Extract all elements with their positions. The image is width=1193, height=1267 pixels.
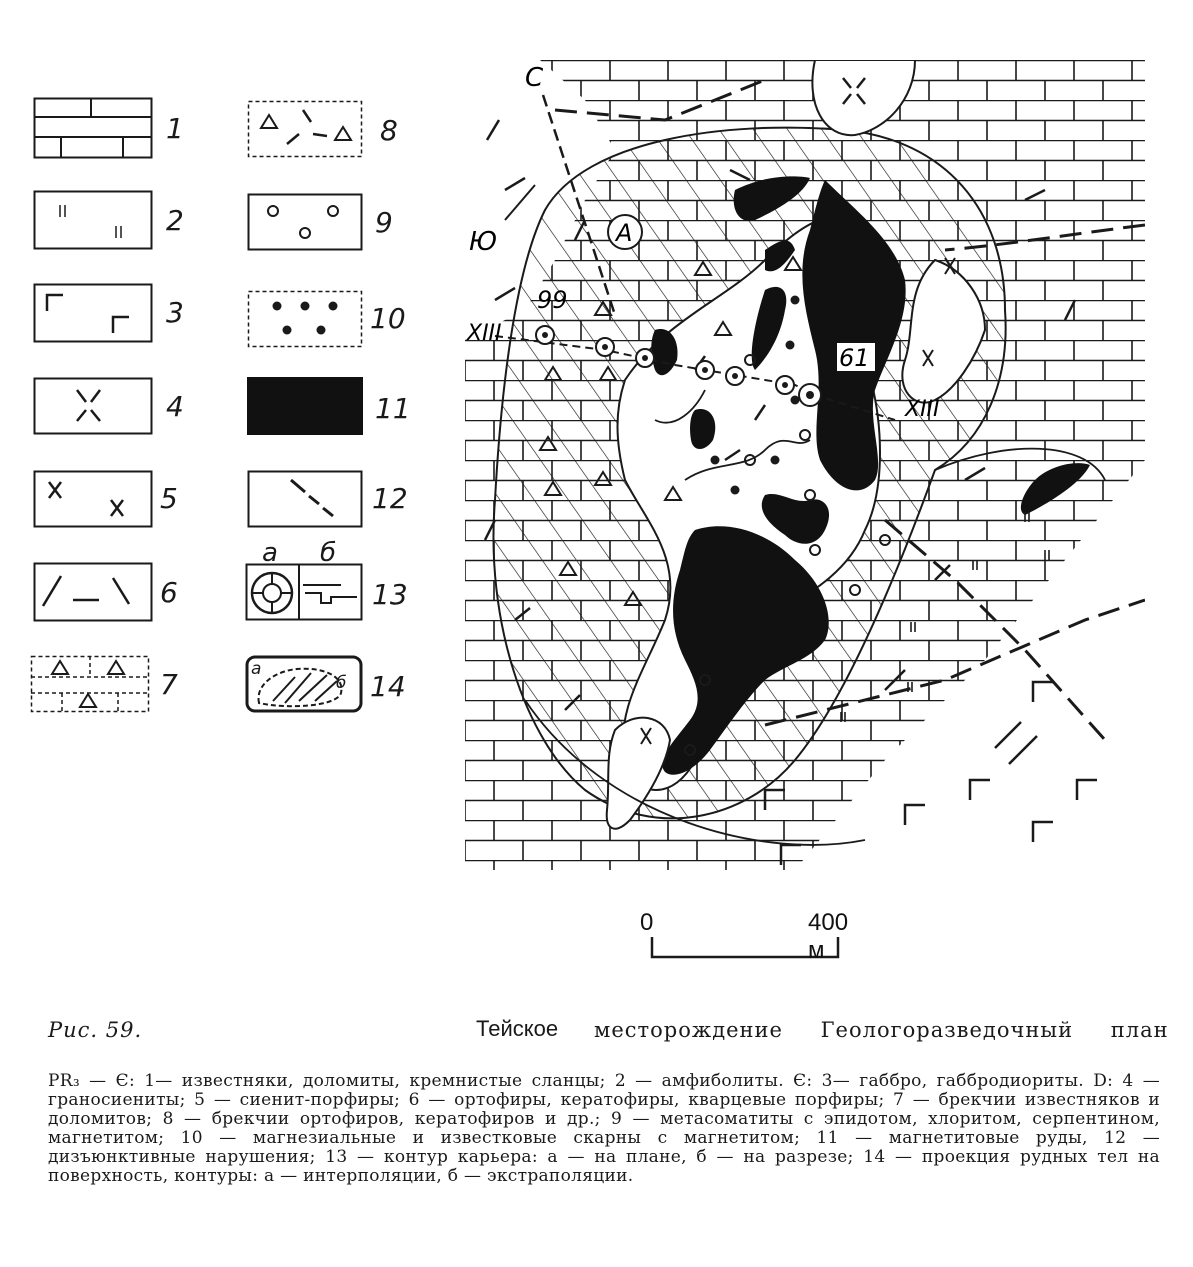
- figure-number: Рис. 59.: [48, 1018, 143, 1042]
- legend-13-sub-a: а: [262, 538, 278, 568]
- label-profile-xiii-right: XIII: [905, 397, 940, 422]
- legend-num-7: 7: [160, 668, 178, 701]
- legend-num-10: 10: [370, 302, 406, 335]
- legend-num-6: 6: [160, 576, 178, 609]
- legend-num-12: 12: [372, 482, 408, 515]
- legend-num-5: 5: [160, 482, 178, 515]
- legend-14-sub-a: а: [251, 659, 262, 679]
- legend-key-1-limestone: [33, 97, 153, 159]
- legend-key-4-granosyenite: [33, 377, 153, 435]
- legend-num-8: 8: [380, 114, 398, 147]
- legend-key-12-fault: [247, 470, 363, 528]
- legend-num-11: 11: [375, 392, 411, 425]
- label-borehole-99: 99: [537, 286, 568, 314]
- legend-num-1: 1: [166, 112, 184, 145]
- scale-end-label: 400 м: [808, 909, 849, 964]
- scale-start-label: 0: [640, 909, 654, 936]
- label-zone-marker: А: [616, 219, 633, 247]
- figure-title-plan: месторождение Геологоразведочный план: [594, 1018, 1169, 1042]
- figure-legend-text: PR₃ — Є: 1— известняки, доломиты, кремнистые сланцы; 2 — амфиболиты. Є: 3— габбро, габбродиориты. D: 4 — граносиениты; 5 — сиенит-порфиры; 6 — ортофиры, кератофиры, кварцевые порфиры; 7 — брекчии известняков и доломитов; 8 — брекчии ортофиров, кератофиров и др.; 9 — метасоматиты с эпидотом, хлоритом, серпентином, магнетитом; 10 — магнезиальные и известковые скарны с магнетитом; 11 — магнетитовые руды, 12 — дизъюнктивные нарушения; 13 — контур карьера: а — на плане, б — на разрезе; 14 — проекция рудных тел на поверхность, контуры: а — интерполяции, б — экстраполяции.: [48, 1071, 1160, 1186]
- legend-key-11-magnetite-ore: [247, 377, 363, 435]
- label-section-end-c: С: [525, 63, 544, 93]
- legend-key-5-syenite-porphyry: [33, 470, 153, 528]
- label-profile-xiii-left: XIII: [467, 321, 502, 346]
- legend-key-8-orthophyre-breccia: [247, 100, 363, 158]
- legend-key-6-orthophyre: [33, 562, 153, 622]
- legend-num-9: 9: [375, 206, 393, 239]
- legend-num-14: 14: [370, 670, 406, 703]
- figure-title-deposit: Тейское: [476, 1016, 559, 1041]
- legend-14-sub-b: б: [336, 673, 347, 693]
- legend-num-3: 3: [166, 296, 184, 329]
- legend-key-2-amphibolite: [33, 190, 153, 250]
- legend-num-2: 2: [166, 204, 184, 237]
- legend-num-13: 13: [372, 578, 408, 611]
- legend-key-3-gabbro: [33, 283, 153, 343]
- geological-map: [465, 60, 1145, 870]
- label-borehole-61: 61: [839, 344, 870, 372]
- legend-key-10-skarn: [247, 290, 363, 348]
- legend-13-sub-b: б: [320, 538, 337, 568]
- legend-key-9-metasomatite: [247, 193, 363, 251]
- legend-num-4: 4: [166, 390, 184, 423]
- legend-key-7-limestone-breccia: [30, 655, 150, 713]
- label-section-end-yu: Ю: [469, 227, 498, 257]
- legend-key-13-quarry-contour: [245, 563, 363, 621]
